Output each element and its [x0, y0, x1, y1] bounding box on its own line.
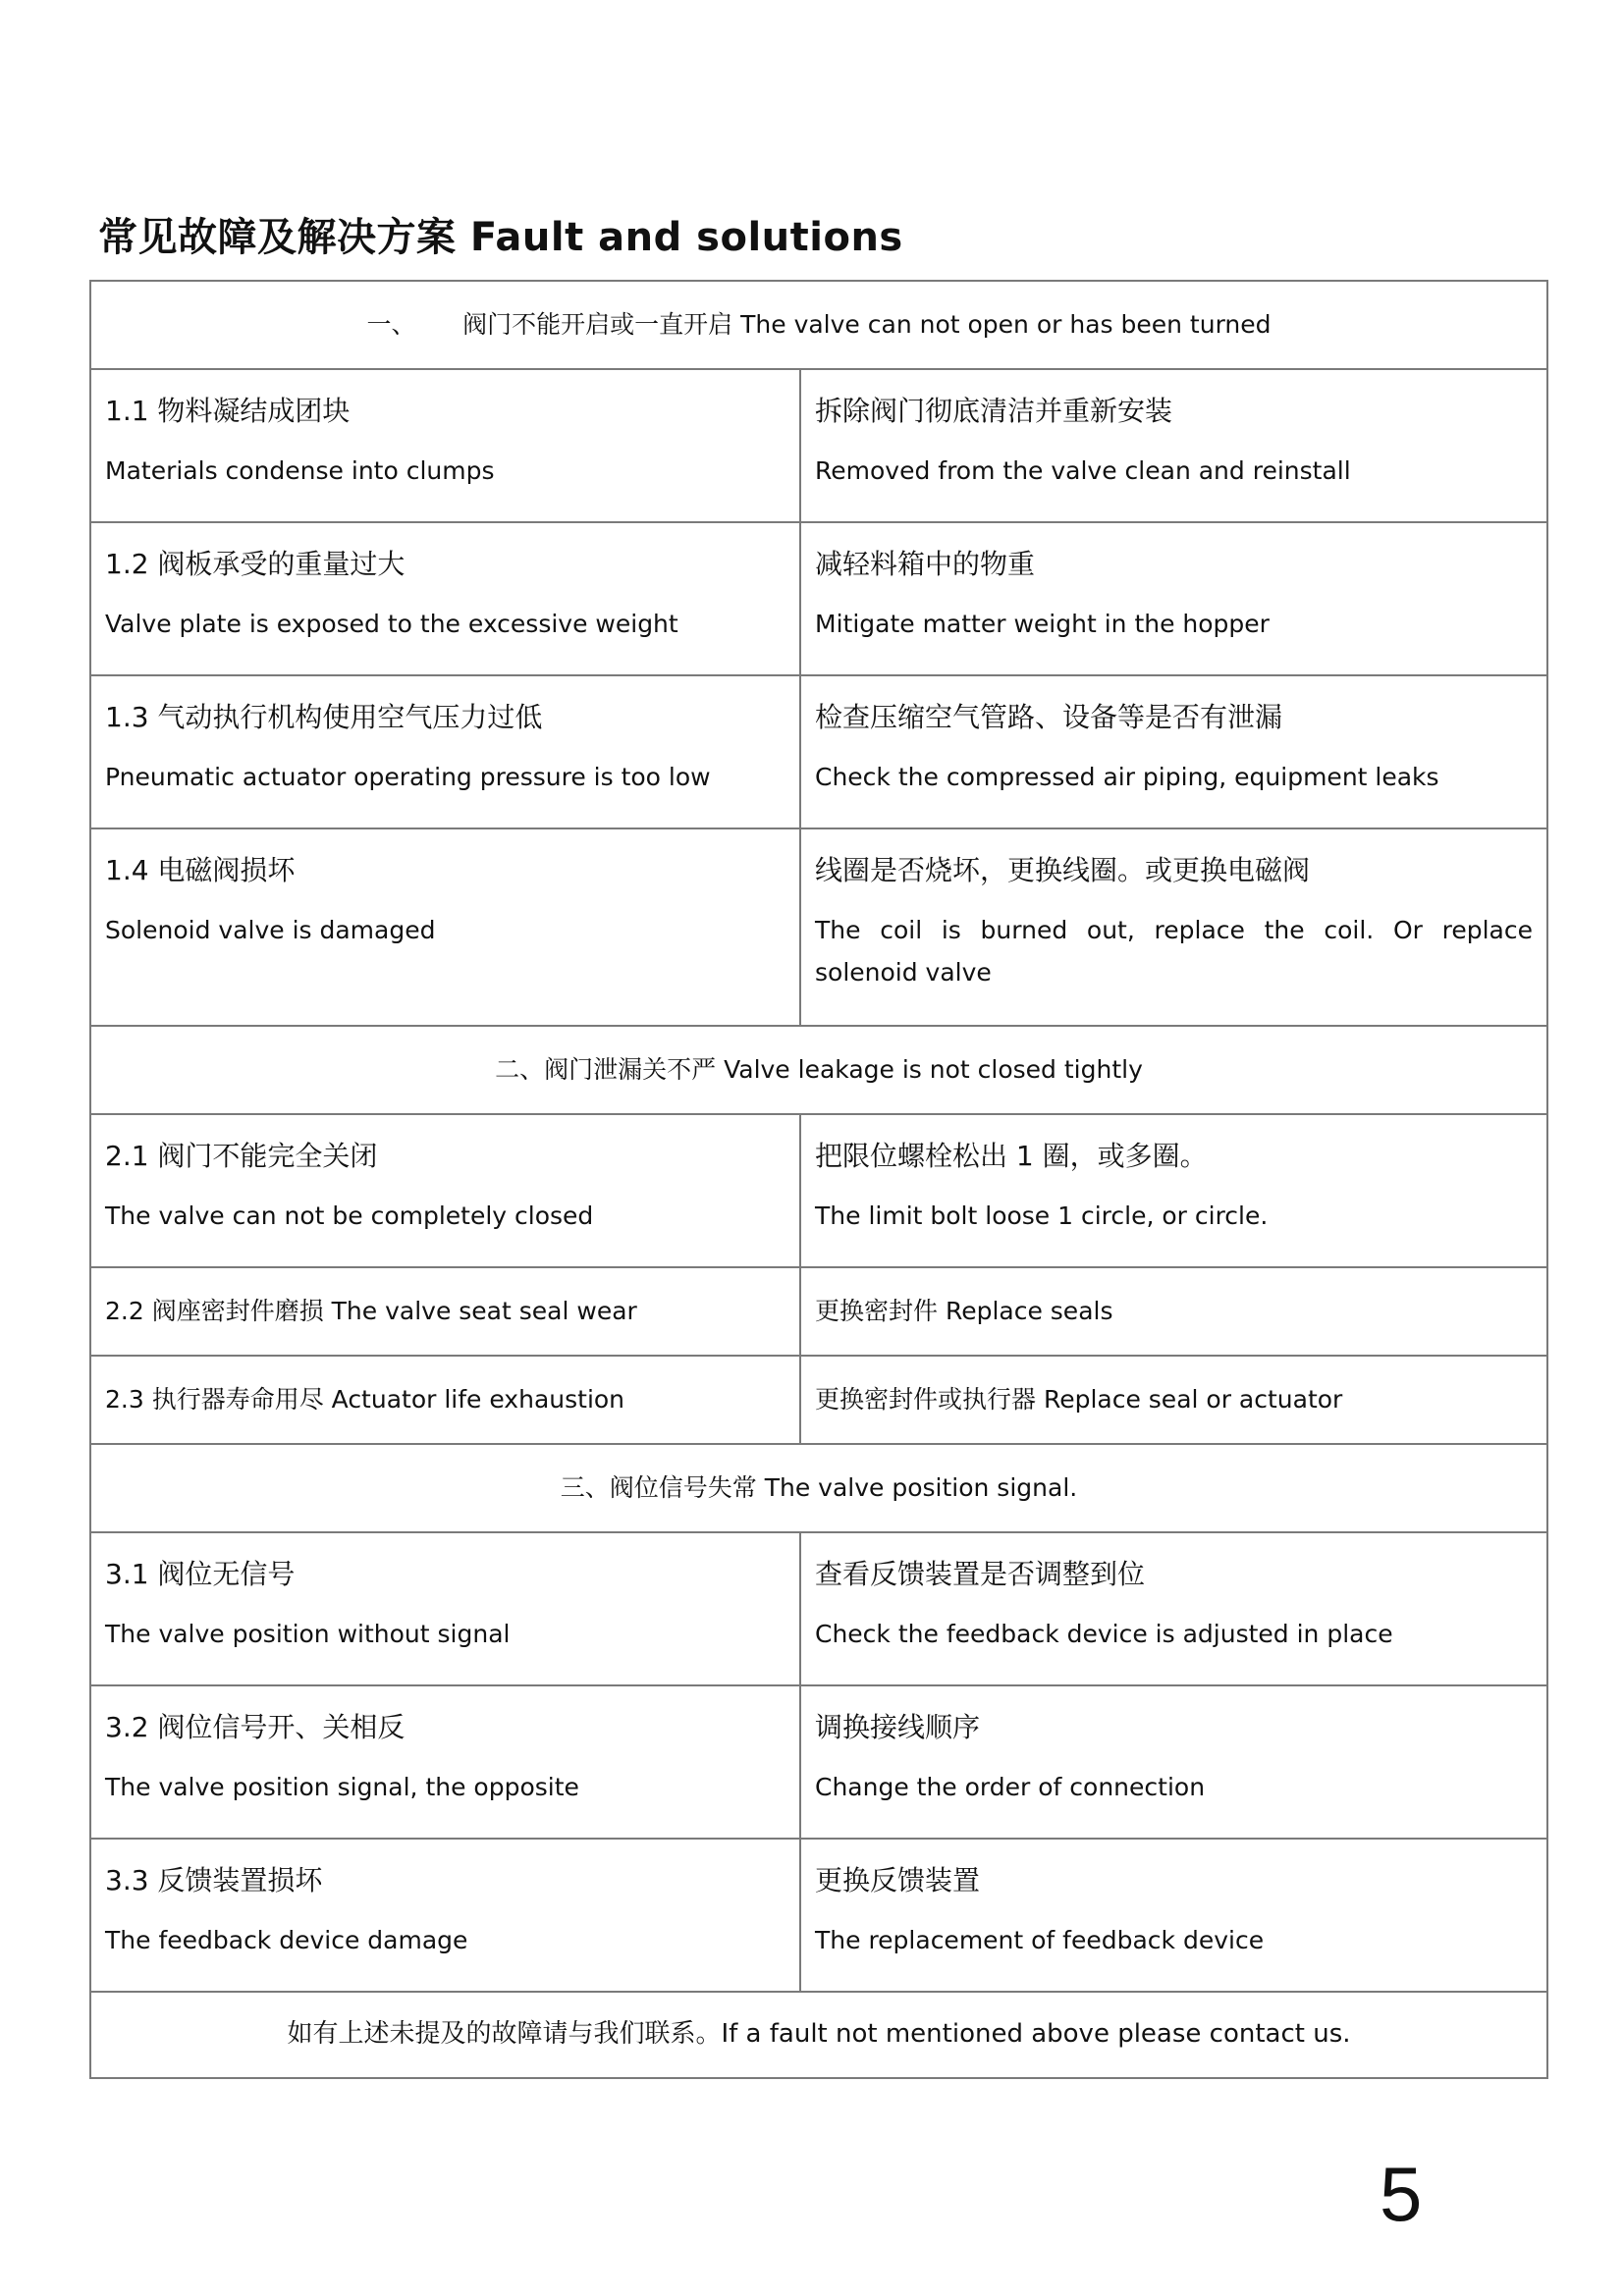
table-row [90, 1267, 1547, 1356]
solution-en: Removed from the valve clean and reinstall [815, 456, 1351, 486]
solution-cell [800, 675, 1547, 828]
fault-en: Materials condense into clumps [105, 456, 495, 486]
fault-zh: 3.2 阀位信号开、关相反 [105, 1711, 406, 1743]
fault-zh: 1.1 物料凝结成团块 [105, 395, 351, 427]
contact-row [90, 1992, 1547, 2078]
fault-cell [90, 1114, 800, 1267]
page-title: 常见故障及解决方案 Fault and solutions [98, 215, 903, 260]
fault-zh: 3.3 反馈装置损坏 [105, 1864, 323, 1896]
fault-zh: 2.1 阀门不能完全关闭 [105, 1140, 378, 1172]
solution-en: The replacement of feedback device [815, 1926, 1265, 1955]
solution-zh: 线圈是否烧坏，更换线圈。或更换电磁阀 [815, 854, 1311, 886]
solution-zh: 把限位螺栓松出 1 圈，或多圈。 [815, 1140, 1208, 1172]
solution-cell: 更换密封件 Replace seals [800, 1267, 1547, 1356]
solution-zh: 减轻料箱中的物重 [815, 548, 1036, 580]
solution-cell [800, 1685, 1547, 1839]
fault-zh: 3.1 阀位无信号 [105, 1558, 296, 1590]
solution-zh: 更换反馈装置 [815, 1864, 981, 1896]
solution-cell [800, 1839, 1547, 1992]
fault-en: The valve can not be completely closed [105, 1201, 594, 1231]
solution-cell [800, 1532, 1547, 1685]
fault-cell [90, 522, 800, 675]
fault-en: Solenoid valve is damaged [105, 916, 436, 945]
solution-cell [800, 369, 1547, 522]
section-heading-row [90, 1444, 1547, 1532]
fault-cell [90, 369, 800, 522]
section-heading: 一、 阀门不能开启或一直开启 The valve can not open or has been turned [90, 281, 1547, 369]
section-heading-row [90, 281, 1547, 369]
fault-zh: 1.3 气动执行机构使用空气压力过低 [105, 701, 543, 733]
table-row [90, 1114, 1547, 1267]
solution-zh: 拆除阀门彻底清洁并重新安装 [815, 395, 1173, 427]
solution-en: Check the feedback device is adjusted in place [815, 1620, 1393, 1649]
table-row [90, 675, 1547, 828]
fault-cell: 2.3 执行器寿命用尽 Actuator life exhaustion [90, 1356, 800, 1444]
table-row [90, 828, 1547, 1026]
solution-cell: 更换密封件或执行器 Replace seal or actuator [800, 1356, 1547, 1444]
table-row [90, 1356, 1547, 1444]
solution-en: Check the compressed air piping, equipment leaks [815, 763, 1439, 792]
fault-en: Pneumatic actuator operating pressure is too low [105, 763, 711, 792]
solution-en: Mitigate matter weight in the hopper [815, 610, 1270, 639]
solution-zh: 调换接线顺序 [815, 1711, 981, 1743]
section-heading-row [90, 1026, 1547, 1114]
table-row [90, 1685, 1547, 1839]
solution-cell [800, 522, 1547, 675]
fault-cell [90, 1839, 800, 1992]
solution-en: The limit bolt loose 1 circle, or circle. [815, 1201, 1269, 1231]
fault-zh: 1.2 阀板承受的重量过大 [105, 548, 406, 580]
solution-cell [800, 1114, 1547, 1267]
section-heading: 三、阀位信号失常 The valve position signal. [90, 1444, 1547, 1532]
solution-en: The coil is burned out, replace the coil. Or replace solenoid valve [815, 916, 1533, 987]
fault-cell: 2.2 阀座密封件磨损 The valve seat seal wear [90, 1267, 800, 1356]
table-row [90, 522, 1547, 675]
solution-en: Change the order of connection [815, 1773, 1206, 1802]
table-row [90, 1839, 1547, 1992]
contact-note: 如有上述未提及的故障请与我们联系。If a fault not mentioned above please contact us. [90, 1992, 1547, 2078]
fault-zh: 1.4 电磁阀损坏 [105, 854, 296, 886]
table-row [90, 369, 1547, 522]
fault-en: The valve position without signal [105, 1620, 511, 1649]
table-row [90, 1532, 1547, 1685]
solution-zh: 检查压缩空气管路、设备等是否有泄漏 [815, 701, 1283, 733]
fault-en: The feedback device damage [105, 1926, 468, 1955]
fault-en: The valve position signal, the opposite [105, 1773, 579, 1802]
solution-zh: 查看反馈装置是否调整到位 [815, 1558, 1146, 1590]
fault-cell [90, 828, 800, 1026]
solution-cell [800, 828, 1547, 1026]
fault-cell [90, 675, 800, 828]
section-heading: 二、阀门泄漏关不严 Valve leakage is not closed tightly [90, 1026, 1547, 1114]
fault-cell [90, 1685, 800, 1839]
fault-en: Valve plate is exposed to the excessive weight [105, 610, 678, 639]
page-number: 5 [1380, 2151, 1423, 2237]
fault-table [89, 280, 1548, 2079]
fault-cell [90, 1532, 800, 1685]
